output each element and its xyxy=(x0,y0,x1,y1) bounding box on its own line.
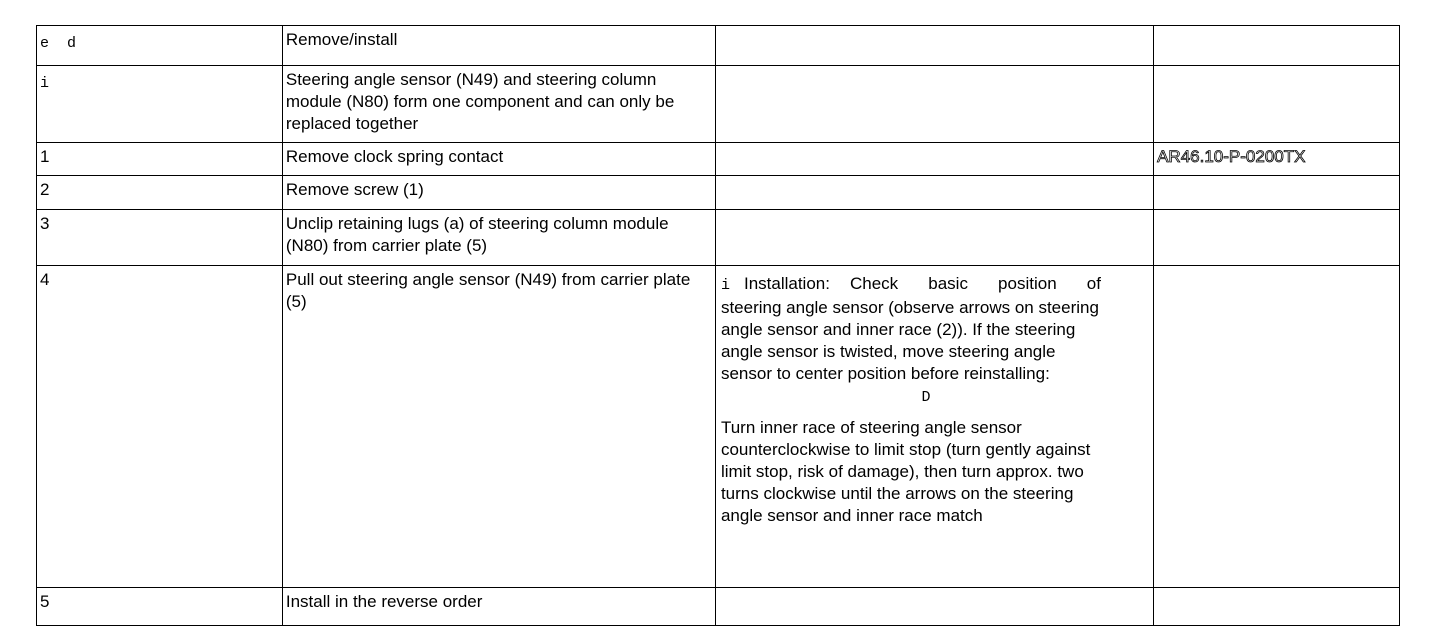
note-cell xyxy=(715,266,1153,588)
document-reference-link[interactable]: AR46.10-P-0200TX xyxy=(1157,147,1306,166)
action-cell xyxy=(282,26,715,66)
installation-note-body-2: Turn inner race of steering angle sensor counterclockwise to limit stop (turn gently against limit stop, risk of damage), then turn approx. two turns clockwise until the arrows on the steering angle sensor and inner race match xyxy=(720,418,1091,525)
ref-cell xyxy=(1154,266,1400,588)
table-row xyxy=(37,143,1400,176)
step-number: 1 xyxy=(40,147,50,166)
ref-cell xyxy=(1154,210,1400,266)
figure-marker: D xyxy=(921,389,931,406)
ref-cell xyxy=(1154,176,1400,210)
ref-cell xyxy=(1154,588,1400,626)
action-cell xyxy=(282,66,715,143)
table-row xyxy=(37,66,1400,143)
table-row xyxy=(37,588,1400,626)
ref-cell xyxy=(1154,143,1400,176)
note-cell xyxy=(715,26,1153,66)
step-cell xyxy=(37,266,283,588)
note-cell xyxy=(715,210,1153,266)
note-cell xyxy=(715,143,1153,176)
step-cell xyxy=(37,588,283,626)
action-text: Remove clock spring contact xyxy=(285,147,504,166)
note-cell xyxy=(715,66,1153,143)
ref-cell xyxy=(1154,66,1400,143)
action-text: Remove screw (1) xyxy=(285,180,424,199)
table-row xyxy=(37,266,1400,588)
action-text: Steering angle sensor (N49) and steering column module (N80) form one component and can only be replaced together xyxy=(285,70,675,133)
table-row xyxy=(37,26,1400,66)
note-cell xyxy=(715,588,1153,626)
info-icon: i xyxy=(40,75,50,92)
action-text: Install in the reverse order xyxy=(285,592,483,611)
note-cell xyxy=(715,176,1153,210)
action-cell xyxy=(282,588,715,626)
installation-label: Installation: xyxy=(743,274,830,293)
procedure-table xyxy=(36,25,1400,626)
step-cell xyxy=(37,176,283,210)
action-cell xyxy=(282,266,715,588)
action-cell xyxy=(282,176,715,210)
action-text: Unclip retaining lugs (a) of steering column module (N80) from carrier plate (5) xyxy=(285,214,669,255)
step-cell xyxy=(37,66,283,143)
step-number: 3 xyxy=(40,214,50,233)
action-text: Remove/install xyxy=(285,30,398,49)
step-cell xyxy=(37,210,283,266)
installation-lead-text: Check basic position of xyxy=(849,274,1101,293)
ref-cell xyxy=(1154,26,1400,66)
table-row xyxy=(37,210,1400,266)
installation-note-header xyxy=(721,273,1101,297)
step-number: 2 xyxy=(40,180,50,199)
action-cell xyxy=(282,143,715,176)
step-cell xyxy=(37,143,283,176)
installation-note-body: steering angle sensor (observe arrows on steering angle sensor and inner race (2)). If the steering angle sensor is twisted, move steering angle sensor to center position before reinstalling: xyxy=(720,298,1099,383)
action-cell xyxy=(282,210,715,266)
step-number: 4 xyxy=(40,270,50,289)
step-cell xyxy=(37,26,283,66)
info-icon: i xyxy=(720,277,730,294)
step-number: 5 xyxy=(40,592,50,611)
step-marker: e d xyxy=(40,35,77,52)
action-text: Pull out steering angle sensor (N49) from carrier plate (5) xyxy=(285,270,691,311)
table-row xyxy=(37,176,1400,210)
